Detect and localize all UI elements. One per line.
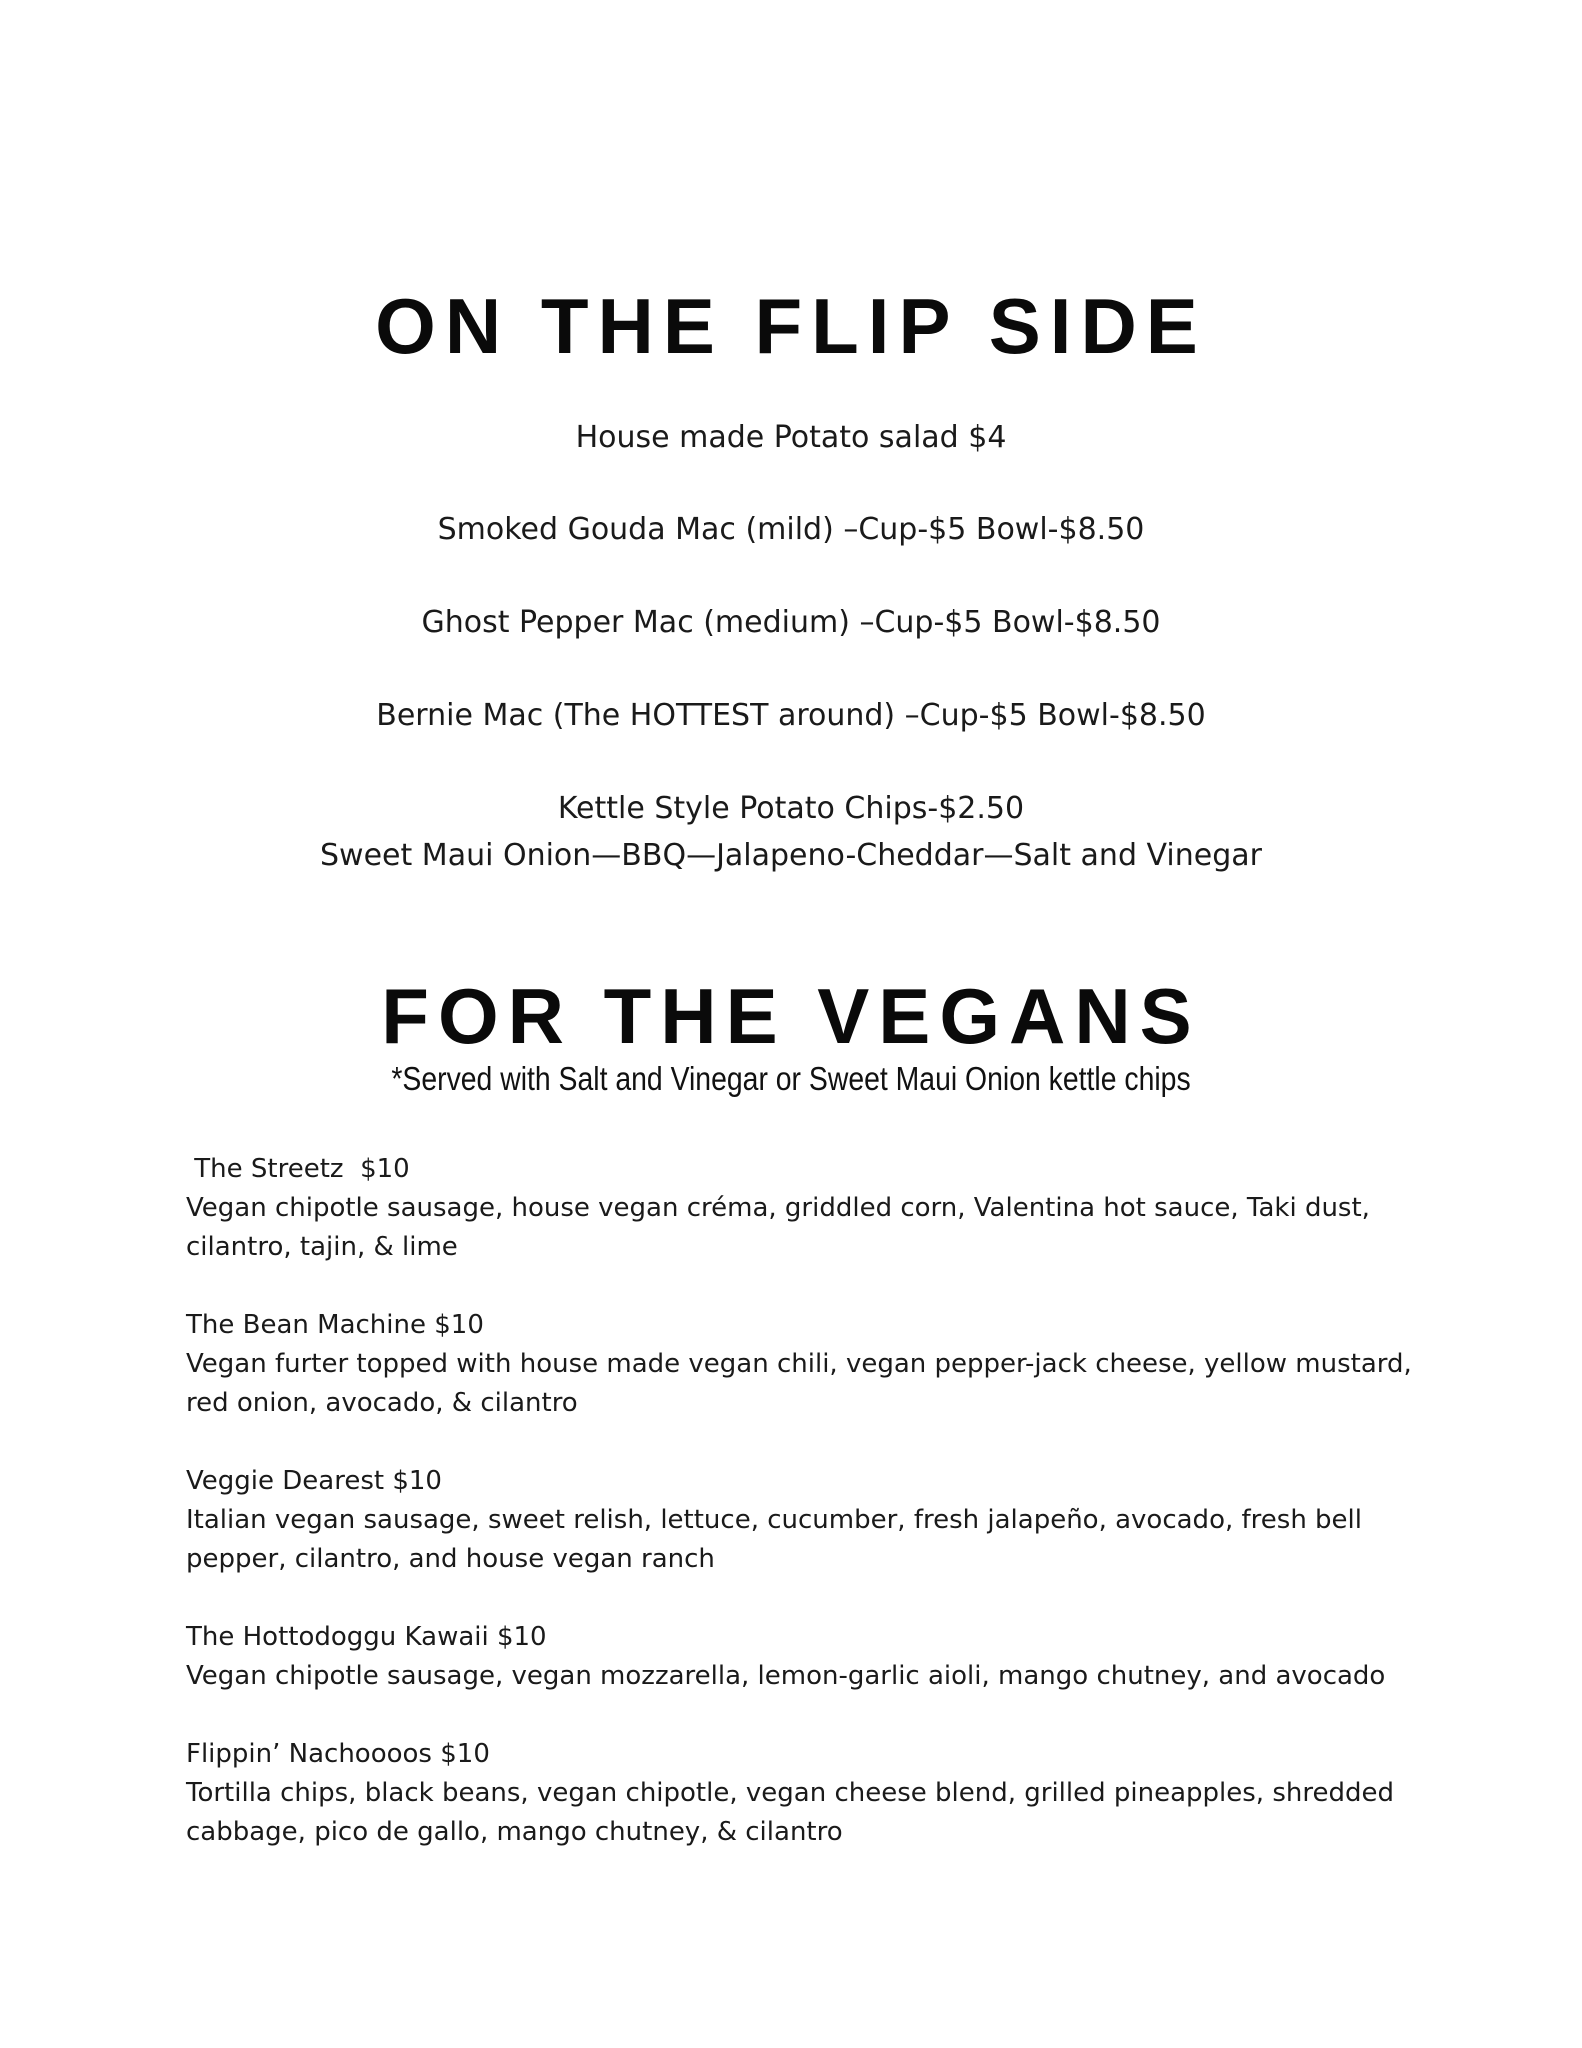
vegan-item-description: Vegan chipotle sausage, house vegan créma, griddled corn, Valentina hot sauce, Taki dust, cilantro, tajin, & lime: [186, 1193, 1370, 1262]
vegan-item-name: The Hottodoggu Kawaii $10: [186, 1622, 547, 1652]
vegan-item-description: Vegan chipotle sausage, vegan mozzarella, lemon-garlic aioli, mango chutney, and avocado: [186, 1661, 1386, 1691]
side-item-potato-salad: House made Potato salad $4: [575, 420, 1007, 455]
vegan-item-description: Vegan furter topped with house made vegan chili, vegan pepper-jack cheese, yellow mustard, red onion, avocado, & cilantro: [186, 1349, 1412, 1418]
vegan-item-streetz: [186, 1150, 1426, 1267]
vegan-item-bean-machine: [186, 1306, 1426, 1423]
section-title-vegans: FOR THE VEGANS: [381, 972, 1201, 1060]
vegan-item-hottodoggu-kawaii: [186, 1618, 1426, 1696]
side-item-smoked-gouda-mac: Smoked Gouda Mac (mild) –Cup-$5 Bowl-$8.50: [437, 512, 1145, 547]
side-item-ghost-pepper-mac: Ghost Pepper Mac (medium) –Cup-$5 Bowl-$8.50: [421, 605, 1161, 640]
side-item-chip-flavors: Sweet Maui Onion—BBQ—Jalapeno-Cheddar—Salt and Vinegar: [320, 838, 1262, 873]
vegans-subtitle: *Served with Salt and Vinegar or Sweet Maui Onion kettle chips: [391, 1060, 1191, 1097]
vegan-menu-list: [186, 1150, 1426, 1891]
side-item-kettle-chips: Kettle Style Potato Chips-$2.50: [557, 791, 1025, 826]
vegan-item-name: Flippin’ Nachoooos $10: [186, 1739, 490, 1769]
vegan-item-name: Veggie Dearest $10: [186, 1466, 442, 1496]
vegan-item-veggie-dearest: [186, 1462, 1426, 1579]
vegan-item-description: Tortilla chips, black beans, vegan chipotle, vegan cheese blend, grilled pineapples, shredded cabbage, pico de gallo, mango chutney, & cilantro: [186, 1778, 1394, 1847]
vegan-item-flippin-nachos: [186, 1735, 1426, 1852]
vegan-item-name: The Streetz $10: [186, 1154, 410, 1184]
section-title-flip-side: ON THE FLIP SIDE: [375, 282, 1207, 370]
vegan-item-name: The Bean Machine $10: [186, 1310, 484, 1340]
vegan-item-description: Italian vegan sausage, sweet relish, lettuce, cucumber, fresh jalapeño, avocado, fresh bell pepper, cilantro, and house vegan ranch: [186, 1505, 1363, 1574]
side-item-bernie-mac: Bernie Mac (The HOTTEST around) –Cup-$5 Bowl-$8.50: [376, 698, 1206, 733]
